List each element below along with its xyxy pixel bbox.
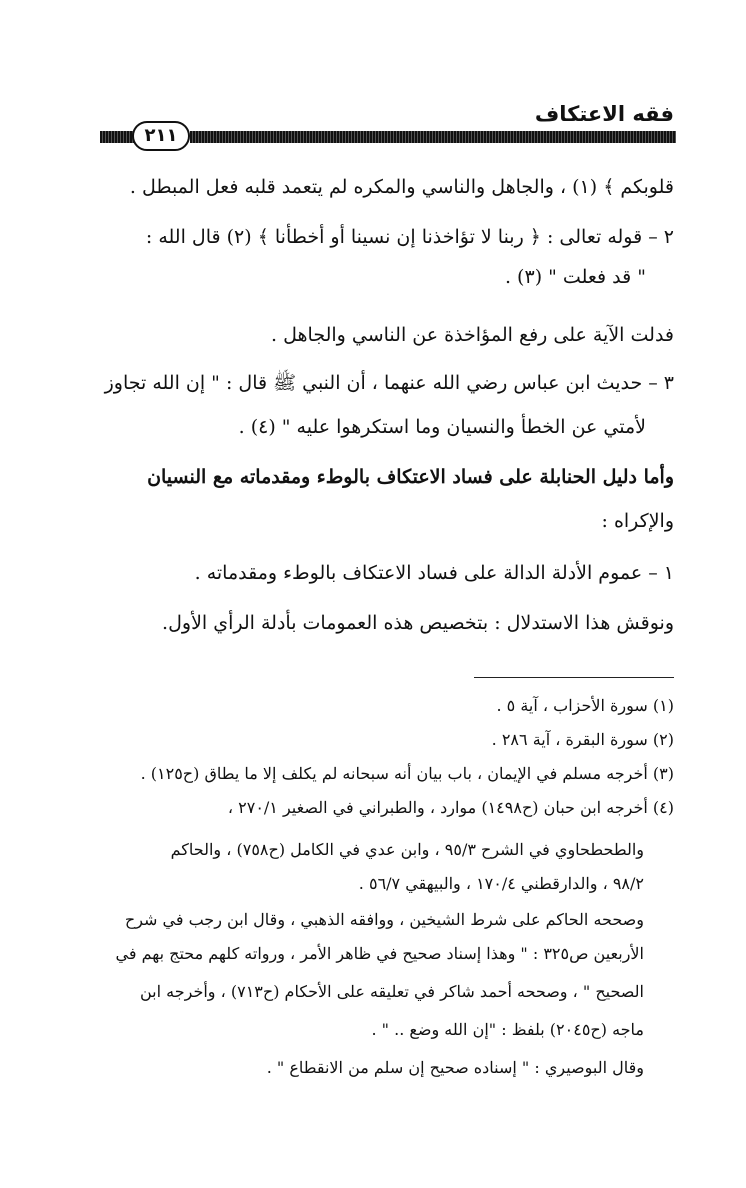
footnote-separator	[474, 677, 674, 678]
footnote-4-line-6: الصحيح " ، وصححه أحمد شاكر في تعليقه على الأحكام (ح٧١٣) ، وأخرجه ابن	[140, 982, 644, 1001]
paragraph-4-line-2: لأمتي عن الخطأ والنسيان وما استكرهوا عليه " (٤) .	[238, 416, 646, 438]
footnote-4-line-2: والطحطحاوي في الشرح ٩٥/٣ ، وابن عدي في الكامل (ح٧٥٨) ، والحاكم	[170, 840, 644, 859]
footnote-4-line-3: ٩٨/٢ ، والدارقطني ١٧٠/٤ ، والبيهقي ٥٦/٧ .	[358, 874, 644, 893]
footnote-2: (٢) سورة البقرة ، آية ٢٨٦ .	[491, 730, 674, 749]
footnote-4-line-5: الأربعين ص٣٢٥ : " وهذا إسناد صحيح في ظاهر الأمر ، ورواته كلهم محتج بهم في	[115, 944, 644, 963]
paragraph-1: قلوبكم ﴾ (١) ، والجاهل والناسي والمكره لم يتعمد قلبه فعل المبطل .	[129, 176, 674, 198]
footnote-1: (١) سورة الأحزاب ، آية ٥ .	[496, 696, 674, 715]
paragraph-6: ١ – عموم الأدلة الدالة على فساد الاعتكاف بالوطء ومقدماته .	[194, 562, 674, 584]
paragraph-5-line-1: وأما دليل الحنابلة على فساد الاعتكاف بالوطء ومقدماته مع النسيان	[147, 466, 674, 488]
footnote-4-line-4: وصححه الحاكم على شرط الشيخين ، ووافقه الذهبي ، وقال ابن رجب في شرح	[124, 910, 644, 929]
paragraph-7: ونوقش هذا الاستدلال : بتخصيص هذه العمومات بأدلة الرأي الأول.	[162, 612, 674, 634]
paragraph-5-line-2: والإكراه :	[601, 510, 674, 532]
paragraph-2-line-2: " قد فعلت " (٣) .	[504, 266, 646, 288]
header-rule-left	[100, 131, 134, 143]
paragraph-3: فدلت الآية على رفع المؤاخذة عن الناسي والجاهل .	[271, 324, 674, 346]
paragraph-4-line-1: ٣ – حديث ابن عباس رضي الله عنهما ، أن النبي ﷺ قال : " إن الله تجاوز	[104, 372, 674, 394]
footnote-4-line-1: (٤) أخرجه ابن حبان (ح١٤٩٨) موارد ، والطبراني في الصغير ٢٧٠/١ ،	[227, 798, 674, 817]
running-header-title: فقه الاعتكاف	[534, 102, 674, 126]
footnote-4-line-7: ماجه (ح٢٠٤٥) بلفظ : "إن الله وضع .. " .	[371, 1020, 644, 1039]
footnote-3: (٣) أخرجه مسلم في الإيمان ، باب بيان أنه سبحانه لم يكلف إلا ما يطاق (ح١٢٥) .	[140, 764, 674, 783]
page-number: ٢١١	[132, 121, 190, 151]
header-rule	[190, 131, 676, 143]
footnote-4-line-8: وقال البوصيري : " إسناده صحيح إن سلم من الانقطاع " .	[266, 1058, 644, 1077]
paragraph-2-line-1: ٢ – قوله تعالى : ﴿ ربنا لا تؤاخذنا إن نسينا أو أخطأنا ﴾ (٢) قال الله :	[145, 226, 674, 248]
